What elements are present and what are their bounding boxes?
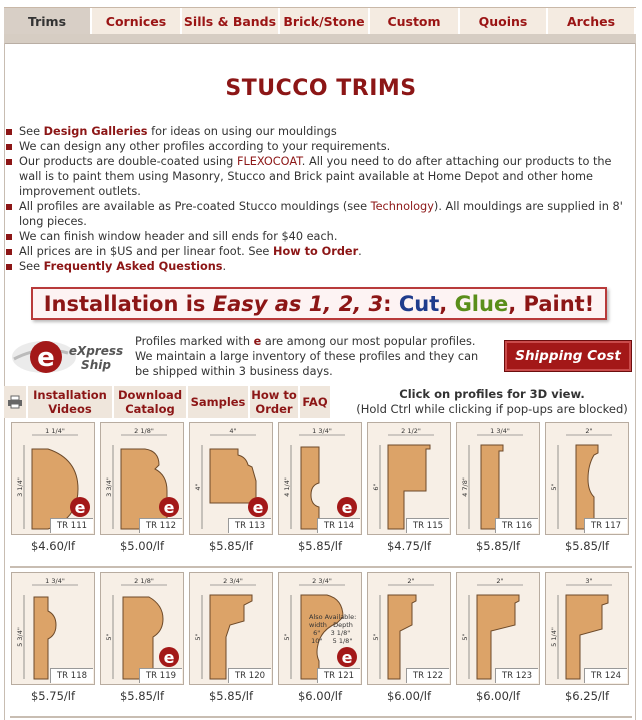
profile-shape	[210, 595, 252, 679]
how-to-order-link[interactable]: How to Order	[272, 245, 359, 258]
product-card-tr116[interactable]	[456, 422, 540, 535]
click-profiles-note: Click on profiles for 3D view. (Hold Ctrl while clicking if pop-ups are blocked)	[356, 387, 628, 416]
product-price: $5.85/lf	[475, 539, 521, 553]
product-price: $5.00/lf	[119, 539, 165, 553]
faq-subnav-link[interactable]: FAQ	[300, 386, 332, 418]
bullet-window-finish: We can finish window header and sill ends for $40 each.	[6, 229, 632, 244]
product-card-tr122[interactable]	[367, 572, 451, 685]
width-label: 1 3/4"	[490, 427, 510, 435]
profile-shape	[566, 595, 608, 679]
product-code: TR 124	[584, 668, 627, 683]
express-badge-letter: e	[341, 648, 353, 667]
product-card-tr113[interactable]	[189, 422, 273, 535]
product-code: TR 118	[50, 668, 93, 683]
row-divider	[10, 566, 632, 568]
product-card-tr121[interactable]	[278, 572, 362, 685]
shipping-cost-button[interactable]: Shipping Cost	[504, 340, 632, 372]
express-badge-letter: e	[252, 498, 264, 517]
product-code: TR 120	[228, 668, 271, 683]
print-icon[interactable]	[4, 386, 28, 418]
height-label: 4 1/4"	[283, 477, 291, 497]
nav-tab-custom[interactable]: Custom	[370, 8, 460, 34]
height-label: 5"	[372, 633, 380, 641]
installation-videos-link[interactable]: Installation Videos	[28, 386, 114, 418]
bullet-flexocoat: Our products are double-coated using FLEXOCOAT. All you need to do after attaching our products to the wall is to paint them using Masonry, Stucco and Brick paint available at Home Depot and other home improvement outlets.	[6, 154, 632, 199]
info-bullet-list	[6, 124, 632, 274]
product-price: $5.85/lf	[208, 689, 254, 703]
width-label: 2 1/2"	[401, 427, 421, 435]
profile-shape	[388, 445, 430, 529]
product-card-tr111[interactable]	[11, 422, 95, 535]
product-price: $5.75/lf	[30, 689, 76, 703]
nav-tab-sills-bands[interactable]: Sills & Bands	[182, 8, 280, 34]
width-label: 3"	[585, 577, 593, 585]
height-label: 5"	[283, 633, 291, 641]
installation-banner: Installation is Easy as 1, 2, 3 : Cut , Glue , Paint!	[31, 287, 607, 320]
nav-tab-trims[interactable]: Trims	[4, 8, 92, 34]
height-label: 3 3/4"	[105, 477, 113, 497]
bullet-galleries: See Design Galleries for ideas on using our mouldings	[6, 124, 632, 139]
product-card-tr112[interactable]	[100, 422, 184, 535]
height-label: 3 1/4"	[16, 477, 24, 497]
profile-shape	[481, 445, 505, 529]
height-label: 5 1/4"	[550, 627, 558, 647]
sub-nav	[4, 386, 332, 418]
product-price: $5.85/lf	[297, 539, 343, 553]
width-label: 4"	[229, 427, 237, 435]
product-card-tr115[interactable]	[367, 422, 451, 535]
profile-shape	[210, 449, 256, 503]
product-code: TR 115	[406, 518, 449, 533]
samples-link[interactable]: Samples	[188, 386, 250, 418]
download-catalog-link[interactable]: Download Catalog	[114, 386, 188, 418]
profile-shape	[477, 595, 519, 679]
product-code: TR 114	[317, 518, 360, 533]
profile-shape	[301, 447, 319, 529]
product-card-tr119[interactable]	[100, 572, 184, 685]
product-price: $6.00/lf	[297, 689, 343, 703]
product-code: TR 123	[495, 668, 538, 683]
profile-shape	[121, 449, 167, 529]
express-ship-logo	[10, 337, 130, 377]
width-label: 2"	[407, 577, 415, 585]
width-label: 2 1/8"	[134, 427, 154, 435]
svg-text:Ship: Ship	[81, 358, 111, 372]
height-label: 6"	[372, 483, 380, 491]
svg-text:eXpress: eXpress	[68, 344, 124, 358]
product-code: TR 111	[50, 518, 93, 533]
bullet-prices: All prices are in $US and per linear foot. See How to Order.	[6, 244, 632, 259]
product-code: TR 113	[228, 518, 271, 533]
width-label: 2 1/8"	[134, 577, 154, 585]
height-label: 5 3/4"	[16, 627, 24, 647]
faq-link[interactable]: Frequently Asked Questions	[43, 260, 223, 273]
technology-link[interactable]: Technology	[370, 200, 434, 213]
svg-text:e: e	[37, 343, 55, 373]
bullet-custom-design: We can design any other profiles according to your requirements.	[6, 139, 632, 154]
nav-tab-brick-stone[interactable]: Brick/Stone	[280, 8, 370, 34]
profile-shape	[576, 445, 598, 529]
row-divider-bottom	[10, 716, 632, 718]
height-label: 5"	[194, 633, 202, 641]
product-price: $6.00/lf	[475, 689, 521, 703]
product-price: $6.00/lf	[386, 689, 432, 703]
nav-tab-cornices[interactable]: Cornices	[92, 8, 182, 34]
product-card-tr117[interactable]	[545, 422, 629, 535]
express-badge-letter: e	[74, 498, 86, 517]
width-label: 1 3/4"	[45, 577, 65, 585]
product-price: $5.85/lf	[564, 539, 610, 553]
product-code: TR 121	[317, 668, 360, 683]
profile-shape	[34, 597, 56, 679]
product-code: TR 112	[139, 518, 182, 533]
main-nav	[4, 7, 636, 35]
product-code: TR 119	[139, 668, 182, 683]
express-ship-description: Profiles marked with e are among our most popular profiles. We maintain a large inventory of these profiles and they can be shipped within 3 business days.	[135, 335, 479, 378]
height-label: 5"	[461, 633, 469, 641]
product-card-tr118[interactable]	[11, 572, 95, 685]
bullet-precoated: All profiles are available as Pre-coated Stucco mouldings (see Technology). All mouldings are supplied in 8' long pieces.	[6, 199, 632, 229]
width-label: 2 3/4"	[312, 577, 332, 585]
width-label: 2"	[496, 577, 504, 585]
how-to-order-subnav-link[interactable]: How to Order	[250, 386, 300, 418]
width-label: 1 3/4"	[312, 427, 332, 435]
product-card-tr120[interactable]	[189, 572, 273, 685]
also-available-note: Also Available: width Depth 6" 3 1/8" 10" 5 1/8"	[309, 613, 357, 645]
nav-tab-arches[interactable]: Arches	[548, 8, 636, 34]
flexocoat-link[interactable]: FLEXOCOAT	[236, 155, 302, 168]
product-price: $4.75/lf	[386, 539, 432, 553]
product-price: $6.25/lf	[564, 689, 610, 703]
product-price: $5.85/lf	[208, 539, 254, 553]
product-code: TR 117	[584, 518, 627, 533]
page-title: STUCCO TRIMS	[225, 76, 417, 101]
product-price: $5.85/lf	[119, 689, 165, 703]
product-card-tr123[interactable]	[456, 572, 540, 685]
height-label: 5"	[105, 633, 113, 641]
nav-tab-quoins[interactable]: Quoins	[460, 8, 548, 34]
express-badge-letter: e	[341, 498, 353, 517]
profile-shape	[32, 449, 78, 529]
height-label: 4 7/8"	[461, 477, 469, 497]
product-price: $4.60/lf	[30, 539, 76, 553]
width-label: 2"	[585, 427, 593, 435]
product-code: TR 116	[495, 518, 538, 533]
width-label: 1 1/4"	[45, 427, 65, 435]
top-bar	[0, 0, 642, 4]
width-label: 2 3/4"	[223, 577, 243, 585]
express-badge-letter: e	[163, 648, 175, 667]
profile-shape	[123, 597, 163, 679]
height-label: 5"	[550, 483, 558, 491]
bullet-faq: See Frequently Asked Questions.	[6, 259, 632, 274]
express-badge-letter: e	[163, 498, 175, 517]
design-galleries-link[interactable]: Design Galleries	[43, 125, 148, 138]
height-label: 4"	[194, 483, 202, 491]
product-card-tr114[interactable]	[278, 422, 362, 535]
product-code: TR 122	[406, 668, 449, 683]
profile-shape	[388, 595, 416, 679]
product-card-tr124[interactable]	[545, 572, 629, 685]
